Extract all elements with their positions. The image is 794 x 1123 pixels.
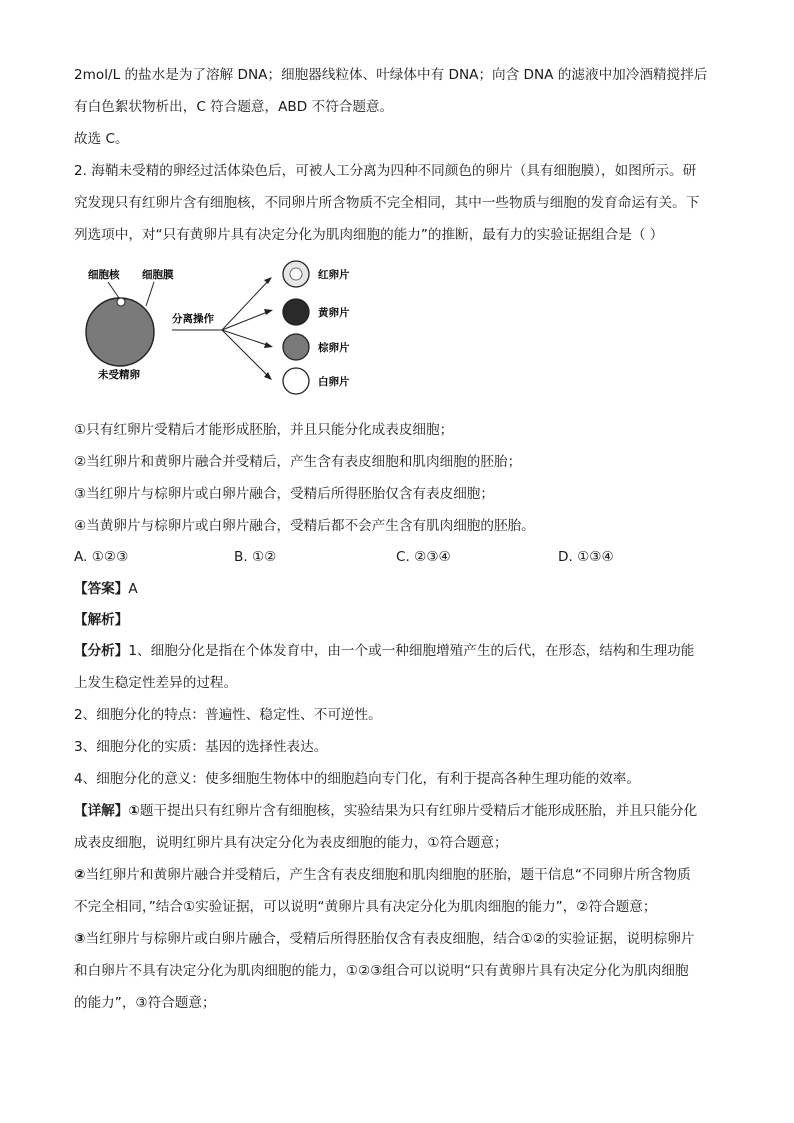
detail-2-line-1 — [74, 866, 724, 884]
statement-1: ①只有红卵片受精后才能形成胚胎，并且只能分化成表皮细胞； — [74, 422, 454, 438]
arrowhead-red — [264, 277, 272, 284]
egg-piece-red — [283, 261, 350, 287]
analysis-sub-tag: 【分析】 — [74, 643, 129, 659]
unfertilized-egg — [86, 298, 154, 366]
analysis-p4: 4、细胞分化的意义：使多细胞生物体中的细胞趋向专门化，有利于提高各种生理功能的效率。 — [74, 771, 640, 787]
answer-value: A — [128, 581, 138, 597]
piece-label-brown: 棕卵片 — [318, 342, 350, 354]
intro-line-3: 故选 C。 — [74, 131, 129, 147]
label-operation: 分离操作 — [172, 313, 214, 325]
analysis-tag: 【解析】 — [74, 612, 129, 628]
piece-label-yellow: 黄卵片 — [318, 307, 350, 319]
statement-3: ③当红卵片与棕卵片或白卵片融合，受精后所得胚胎仅含有表皮细胞； — [74, 486, 494, 502]
detail-marker-1: ① — [128, 803, 140, 819]
piece-label-white: 白卵片 — [318, 376, 350, 388]
nucleus — [117, 298, 125, 306]
label-membrane: 细胞膜 — [142, 269, 174, 281]
piece-label-red: 红卵片 — [318, 269, 350, 281]
question-line-2: 究发现只有红卵片含有细胞核，不同卵片所含物质不完全相同，其中一些物质与细胞的发育命运有关。下 — [74, 195, 700, 211]
option-b: B. ①② — [234, 549, 277, 565]
detail-1-line-1 — [74, 802, 724, 820]
question-line-3: 列选项中，对“只有黄卵片具有决定分化为肌肉细胞的能力”的推断，最有力的实验证据组合是（ ） — [74, 227, 664, 243]
arrow-yellow — [222, 311, 270, 330]
arrow-white — [222, 330, 270, 378]
detail-marker-2: ② — [74, 867, 86, 883]
detail-1a: 题干提出只有红卵片含有细胞核，实验结果为只有红卵片受精后才能形成胚胎，并且只能分化 — [139, 803, 698, 819]
arrow-red — [222, 279, 270, 330]
question-line-1: 2. 海鞘未受精的卵经过活体染色后，可被人工分离为四种不同颜色的卵片（具有细胞膜），如图所示。研 — [74, 163, 697, 179]
answer-line — [74, 580, 724, 598]
detail-3-line-2: 和白卵片不具有决定分化为肌肉细胞的能力，①②③组合可以说明“只有黄卵片具有决定分化为肌肉细胞 — [74, 963, 689, 979]
analysis-p1-line-1 — [74, 642, 724, 660]
egg-piece-white — [283, 368, 350, 394]
detail-3a: 当红卵片与棕卵片或白卵片融合，受精后所得胚胎仅含有表皮细胞，结合①②的实验证据，说明棕卵片 — [85, 931, 695, 947]
detail-3-line-3: 的能力”，③符合题意； — [74, 995, 216, 1011]
label-egg: 未受精卵 — [98, 369, 140, 381]
arrowhead-brown — [264, 342, 273, 348]
option-a: A. ①②③ — [74, 549, 129, 565]
intro-line-1: 2mol/L 的盐水是为了溶解 DNA；细胞器线粒体、叶绿体中有 DNA；向含 DNA 的滤液中加冷酒精搅拌后 — [74, 67, 708, 83]
arrowhead-yellow — [264, 309, 273, 315]
detail-tag: 【详解】 — [74, 803, 129, 819]
detail-1-line-2: 成表皮细胞，说明红卵片具有决定分化为表皮细胞的能力，①符合题意； — [74, 835, 508, 851]
option-c: C. ②③④ — [396, 549, 451, 565]
intro-line-2: 有白色絮状物析出，C 符合题意，ABD 不符合题意。 — [74, 99, 394, 115]
analysis-p1a: 1、细胞分化是指在个体发育中，由一个或一种细胞增殖产生的后代，在形态，结构和生理功能 — [128, 643, 695, 659]
detail-2a: 当红卵片和黄卵片融合并受精后，产生含有表皮细胞和肌肉细胞的胚胎，题干信息“不同卵片所含物质 — [85, 867, 691, 883]
analysis-p3: 3、细胞分化的实质：基因的选择性表达。 — [74, 739, 328, 755]
egg-piece-yellow — [283, 299, 350, 325]
egg-separation-figure — [74, 256, 394, 406]
pointer-membrane — [146, 282, 154, 306]
arrow-brown — [222, 330, 270, 346]
statement-2: ②当红卵片和黄卵片融合并受精后，产生含有表皮细胞和肌肉细胞的胚胎； — [74, 454, 522, 470]
label-nucleus: 细胞核 — [88, 269, 120, 281]
detail-marker-3: ③ — [74, 931, 86, 947]
answer-tag: 【答案】 — [74, 581, 129, 597]
analysis-p2: 2、细胞分化的特点：普遍性、稳定性、不可逆性。 — [74, 707, 382, 723]
option-d: D. ①③④ — [558, 549, 614, 565]
analysis-p1-line-2: 上发生稳定性差异的过程。 — [74, 675, 238, 691]
pointer-nucleus — [108, 282, 119, 298]
detail-3-line-1 — [74, 930, 724, 948]
detail-2-line-2: 不完全相同，”结合①实验证据，可以说明“黄卵片具有决定分化为肌肉细胞的能力”，②符合题意； — [74, 899, 657, 915]
egg-piece-brown — [283, 334, 350, 360]
statement-4: ④当黄卵片与棕卵片或白卵片融合，受精后都不会产生含有肌肉细胞的胚胎。 — [74, 518, 535, 534]
